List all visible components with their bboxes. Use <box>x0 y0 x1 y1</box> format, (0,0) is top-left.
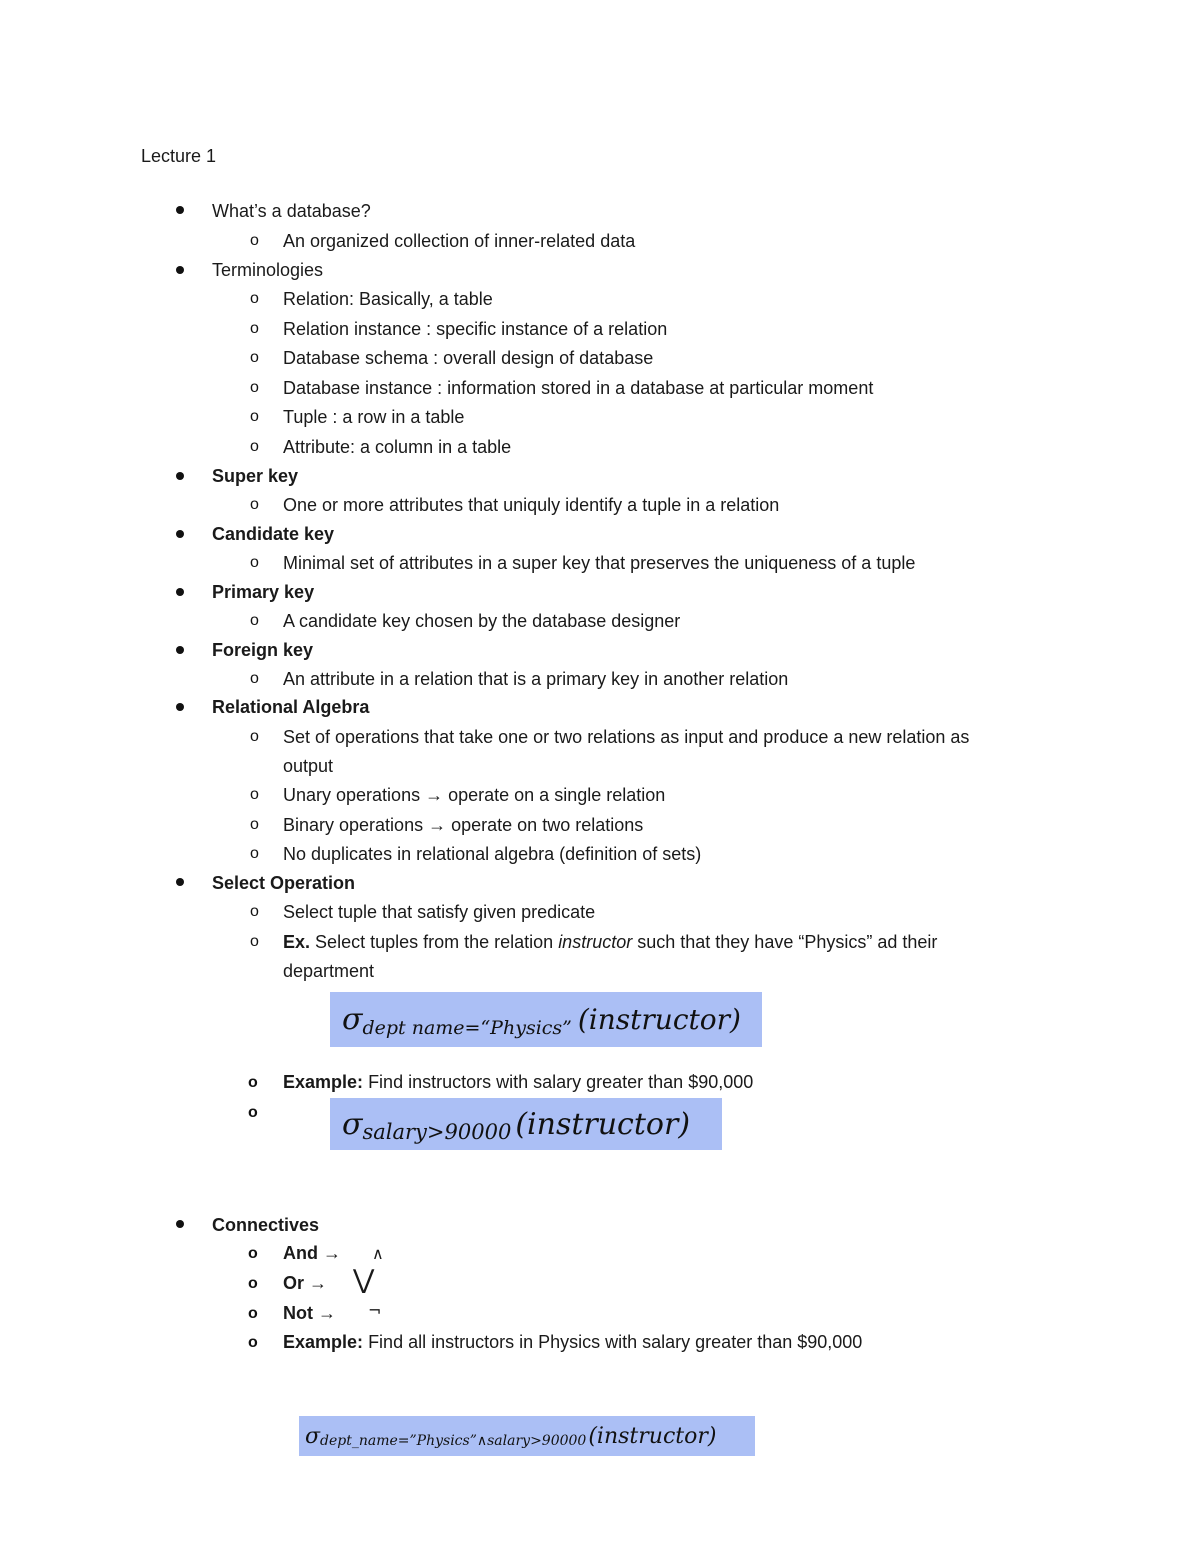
connective-or <box>283 1272 327 1294</box>
example-physics-salary <box>283 1331 862 1353</box>
term-relation-instance: Relation instance : specific instance of a relation <box>283 319 668 339</box>
example-text: Find instructors with salary greater than $90,000 <box>368 1072 754 1092</box>
sigma-symbol: σ <box>342 1002 363 1037</box>
term-db-instance: Database instance : information stored in a database at particular moment <box>283 378 874 398</box>
sub-bullet: o <box>248 1275 258 1292</box>
formula-salary <box>330 1098 722 1150</box>
term-db-schema: Database schema : overall design of database <box>283 348 654 368</box>
item-connectives: Connectives <box>212 1215 320 1235</box>
sub-bullet: o <box>248 1074 258 1091</box>
not-label: Not <box>283 1303 313 1323</box>
sub-bullet: o <box>250 670 259 687</box>
formula-subscript: salary>90000 <box>362 1120 512 1144</box>
ex-text-b: such that they have “Physics” ad their <box>637 932 938 952</box>
ex-instructor: instructor <box>558 932 633 952</box>
bullet <box>176 1220 184 1228</box>
bullet <box>176 266 184 274</box>
formula-argument: (instructor) <box>515 1106 691 1142</box>
formula-physics-salary <box>299 1416 755 1456</box>
item-foreign-key: Foreign key <box>212 640 314 660</box>
page-title: Lecture 1 <box>141 146 217 166</box>
arrow-icon: → <box>309 1273 328 1293</box>
item-primary-key: Primary key <box>212 582 315 602</box>
example-text: Find all instructors in Physics with salary greater than $90,000 <box>368 1332 863 1352</box>
example-label: Example: <box>283 1332 364 1352</box>
sub-bullet: o <box>250 496 259 513</box>
select-example-cont: department <box>283 961 375 981</box>
ex-text-a: Select tuples from the relation <box>315 932 554 952</box>
formula-subscript: dept_name=”Physics”∧salary>90000 <box>320 1433 587 1449</box>
candidate-key-def: Minimal set of attributes in a super key that preserves the uniqueness of a tuple <box>283 553 916 573</box>
connective-and <box>283 1242 341 1264</box>
arrow-icon: → <box>323 1243 342 1263</box>
item-relational-algebra: Relational Algebra <box>212 697 370 717</box>
term-tuple: Tuple : a row in a table <box>283 407 465 427</box>
primary-key-def: A candidate key chosen by the database designer <box>283 611 681 631</box>
sub-bullet: o <box>250 290 259 307</box>
example-label: Example: <box>283 1072 364 1092</box>
sub-bullet: o <box>250 379 259 396</box>
term-relation: Relation: Basically, a table <box>283 289 493 309</box>
unary-ops-label: Unary operations <box>283 785 421 805</box>
sub-bullet: o <box>250 933 259 950</box>
super-key-def: One or more attributes that uniquly identify a tuple in a relation <box>283 495 780 515</box>
sub-bullet: o <box>250 612 259 629</box>
bullet <box>176 472 184 480</box>
binary-ops <box>283 814 643 836</box>
item-what-db-def: An organized collection of inner-related data <box>283 231 636 251</box>
sub-bullet: o <box>250 816 259 833</box>
rel-alg-def-line1: Set of operations that take one or two relations as input and produce a new relation as <box>283 727 970 747</box>
and-label: And <box>283 1243 318 1263</box>
binary-ops-label: Binary operations <box>283 815 424 835</box>
sub-bullet: o <box>250 408 259 425</box>
sub-bullet: o <box>248 1245 258 1262</box>
bullet <box>176 588 184 596</box>
item-candidate-key: Candidate key <box>212 524 335 544</box>
sub-bullet: o <box>250 728 259 745</box>
item-what-db: What’s a database? <box>212 201 371 221</box>
arrow-icon: → <box>428 815 447 835</box>
bullet <box>176 703 184 711</box>
ex-label: Ex. <box>283 932 311 952</box>
unary-ops-desc: operate on a single relation <box>448 785 666 805</box>
binary-ops-desc: operate on two relations <box>451 815 644 835</box>
sub-bullet: o <box>248 1305 258 1322</box>
bullet <box>176 530 184 538</box>
bullet <box>176 878 184 886</box>
sub-bullet: o <box>250 349 259 366</box>
formula-subscript: dept name=“Physics” <box>362 1016 572 1039</box>
or-symbol: ⋁ <box>353 1265 375 1295</box>
sub-bullet: o <box>250 845 259 862</box>
sub-bullet: o <box>248 1334 258 1351</box>
item-terminologies: Terminologies <box>212 260 324 280</box>
select-def: Select tuple that satisfy given predicate <box>283 902 596 922</box>
not-symbol: ¬ <box>368 1301 382 1320</box>
or-label: Or <box>283 1273 305 1293</box>
sigma-symbol: σ <box>305 1423 321 1449</box>
term-attribute: Attribute: a column in a table <box>283 437 512 457</box>
item-super-key: Super key <box>212 466 299 486</box>
sub-bullet: o <box>250 320 259 337</box>
formula-argument: (instructor) <box>577 1003 741 1036</box>
sub-bullet: o <box>250 438 259 455</box>
rel-alg-def-line2: output <box>283 756 334 776</box>
sub-bullet: o <box>250 903 259 920</box>
arrow-icon: → <box>425 785 444 805</box>
sigma-symbol: σ <box>342 1106 363 1142</box>
no-duplicates: No duplicates in relational algebra (definition of sets) <box>283 844 702 864</box>
connective-not <box>283 1302 336 1324</box>
sub-bullet: o <box>248 1104 258 1121</box>
item-select-operation: Select Operation <box>212 873 356 893</box>
formula-argument: (instructor) <box>588 1423 717 1449</box>
sub-bullet: o <box>250 232 259 249</box>
sub-bullet: o <box>250 786 259 803</box>
example-salary <box>283 1071 753 1093</box>
arrow-icon: → <box>318 1303 337 1323</box>
unary-ops <box>283 784 665 806</box>
and-symbol: ∧ <box>372 1244 384 1263</box>
select-example <box>283 931 937 953</box>
foreign-key-def: An attribute in a relation that is a primary key in another relation <box>283 669 789 689</box>
bullet <box>176 646 184 654</box>
bullet <box>176 206 184 214</box>
sub-bullet: o <box>250 554 259 571</box>
formula-physics <box>330 992 762 1047</box>
